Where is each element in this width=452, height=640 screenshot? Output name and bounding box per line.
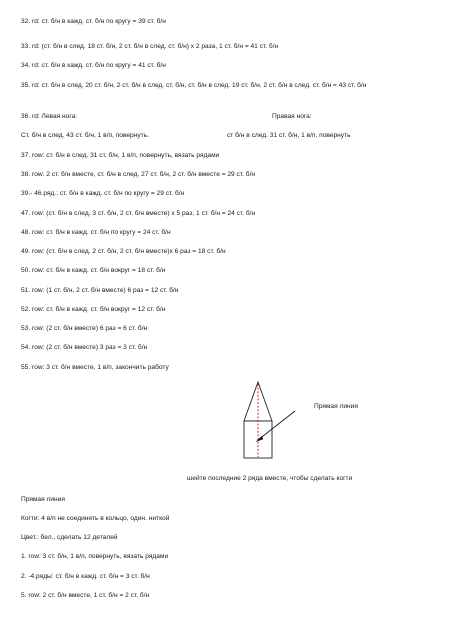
instruction-line-37: 37. row: ст. б/н в след. 31 ст. б/н, 1 в/п, повернуть, вязать рядами (21, 152, 220, 159)
instruction-line-54: 54. row: (2 ст. б/н вместе) 3 раз = 3 ст. б/н (21, 344, 148, 351)
instruction-line-53: 53. row: (2 ст. б/н вместе) 6 раз = 6 ст. б/н (21, 325, 148, 332)
left-leg-text: Ст. б/н в след. 43 ст. б/н, 1 в/п, повернуть. (21, 132, 149, 139)
instruction-line-55: 55. row: 3 ст. б/н вместе, 1 в/п, закончить работу (21, 364, 169, 371)
instruction-line-38: 38. row: 2 ст. б/н вместе, ст. б/н в след. 27 ст. б/н, 2 ст. б/н вместе = 29 ст. б/н (21, 171, 256, 178)
instruction-line-33: 33. rd: (ст. б/н в след. 18 ст. б/н, 2 ст. б/н в след. ст. б/н) x 2 раза, 1 ст. б/н = 41 ст. б/н (21, 43, 279, 50)
claws-color: Цвет.: бел., сделать 12 деталей (21, 534, 118, 541)
claws-row-2-4: 2. -4.ряды: ст. б/н в кажд. ст. б/н = 3 ст. б/н (21, 573, 150, 580)
right-leg-text: ст б/н в след. 31 ст. б/н, 1 в/п, повернуть (227, 132, 351, 139)
instruction-line-47: 47. row: (ст. б/н в след. 3 ст. б/н, 2 ст. б/н вместе) x 5 раз, 1 ст. б/н = 24 ст. б/н (21, 210, 256, 217)
claw-diagram (236, 380, 296, 460)
instruction-line-32: 32. rd: ст. б/н в кажд. ст. б/н по кругу = 39 ст. б/н (21, 18, 166, 25)
instruction-line-51: 51. row: (1 ст. б/н, 2 ст. б/н вместе) 6 раз = 12 ст. б/н (21, 287, 179, 294)
diagram-label: Прямая линия (314, 403, 358, 410)
instruction-line-39-46: 39.- 46.ряд.: ст. б/н в кажд. ст. б/н по кругу = 29 ст. б/н (21, 190, 185, 197)
instruction-line-50: 50. row: ст. б/н в кажд. ст. б/н вокруг = 18 ст. б/н (21, 267, 166, 274)
right-leg-heading: Правая нога: (272, 113, 312, 120)
instruction-line-52: 52. row: ст. б/н в кажд. ст. б/н вокруг = 12 ст. б/н (21, 306, 166, 313)
instruction-line-48: 48. row: ст. б/н в кажд. ст. б/н по кругу = 24 ст. б/н (21, 229, 171, 236)
instruction-line-49: 49. row: (ст. б/н в след. 2 ст. б/н, 2 ст. б/н вместе)x 6 раз = 18 ст. б/н (21, 248, 226, 255)
diagram-caption: шейте последние 2 ряда вместе, чтобы сделать когти (187, 475, 353, 482)
instruction-line-34: 34. rd: ст. б/н в кажд. ст. б/н по кругу = 41 ст. б/н (21, 62, 166, 69)
claws-intro: Когти: 4 в/п не соединять в кольцо, один. ниткой (21, 515, 170, 522)
claws-row-1: 1. row: 3 ст. б/н, 1 в/п, повернуть, вязать рядами (21, 553, 169, 560)
instruction-line-35: 35. rd: ст. б/н в след. 20 ст. б/н, 2 ст. б/н в след. ст. б/н, ст. б/н в след. 19 ст. б/н, 2 ст. б/н в след. ст. б/н = 43 ст. б/н (21, 82, 367, 89)
claws-row-5: 5. row: 2 ст. б/н вместе, 1 ст. б/н = 2 ст. б/н (21, 592, 150, 599)
left-leg-heading: 36. rd: Левая нога: (21, 113, 78, 120)
claws-heading: Прямая линия (21, 496, 65, 503)
